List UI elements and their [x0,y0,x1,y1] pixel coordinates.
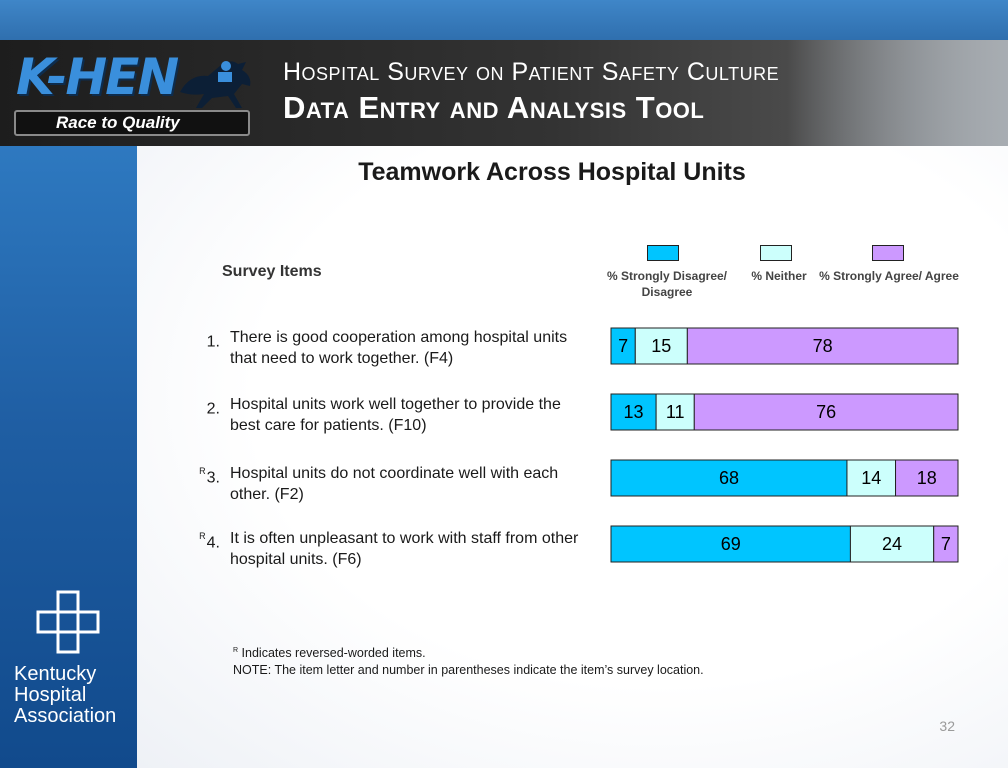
item-text: There is good cooperation among hospital units that need to work together. (F4) [230,329,568,367]
data-label: 78 [812,336,833,356]
data-label: 76 [816,402,837,422]
data-label: 69 [720,534,741,554]
racehorse-icon [172,52,262,112]
legend-label-neither: % Neither [751,269,807,283]
data-label: 7 [940,534,951,554]
top-bar [0,0,1008,40]
legend-swatch-disagree [647,245,679,261]
item-text: It is often unpleasant to work with staff from other hospital units. (F6) [230,530,579,568]
legend-swatch-neither [760,245,792,261]
data-label: 68 [718,468,739,488]
chart-title: Teamwork Across Hospital Units [358,158,746,186]
org-name-line: Association [14,705,117,727]
data-label: 15 [651,336,672,356]
org-name [14,664,134,727]
banner-title-line2: Data Entry and Analysis Tool [283,90,705,125]
hospital-cross-icon [36,590,100,654]
header-banner [0,40,1008,146]
page-number: 32 [939,718,955,734]
logo-tagline: Race to Quality [14,110,250,136]
banner-title-line1: Hospital Survey on Patient Safety Culture [283,58,780,86]
item-number: $^R$3. [199,466,220,487]
legend-label-disagree: % Strongly Disagree/ Disagree [606,269,728,299]
banner-photo [788,40,1008,146]
item-text: Hospital units do not coordinate well with each other. (F2) [230,465,559,503]
org-name-line: Kentucky [14,663,97,685]
legend-label-agree: % Strongly Agree/ Agree [819,269,959,283]
item-number: 2. [206,400,220,418]
data-label: 24 [882,534,903,554]
reversed-note: $^R$ Indicates reversed-worded items. [233,646,426,661]
item-number: $^R$4. [199,531,220,552]
org-name-line: Hospital [14,684,87,706]
logo-wordmark: K-HEN [16,48,178,106]
data-label: 13 [623,402,644,422]
data-label: 14 [861,468,882,488]
footnotes [233,642,704,679]
legend-swatch-agree [872,245,904,261]
data-label: 11 [665,402,685,422]
k-hen-logo [12,46,260,138]
data-label: 18 [916,468,937,488]
item-text: Hospital units work well together to provide the best care for patients. (F10) [230,396,561,434]
data-label: 7 [618,336,629,356]
stacked-bar-chart [600,320,970,580]
item-number: 1. [206,333,220,351]
location-note: NOTE: The item letter and number in parentheses indicate the item’s survey location. [233,663,704,678]
survey-items-header: Survey Items [222,263,322,280]
